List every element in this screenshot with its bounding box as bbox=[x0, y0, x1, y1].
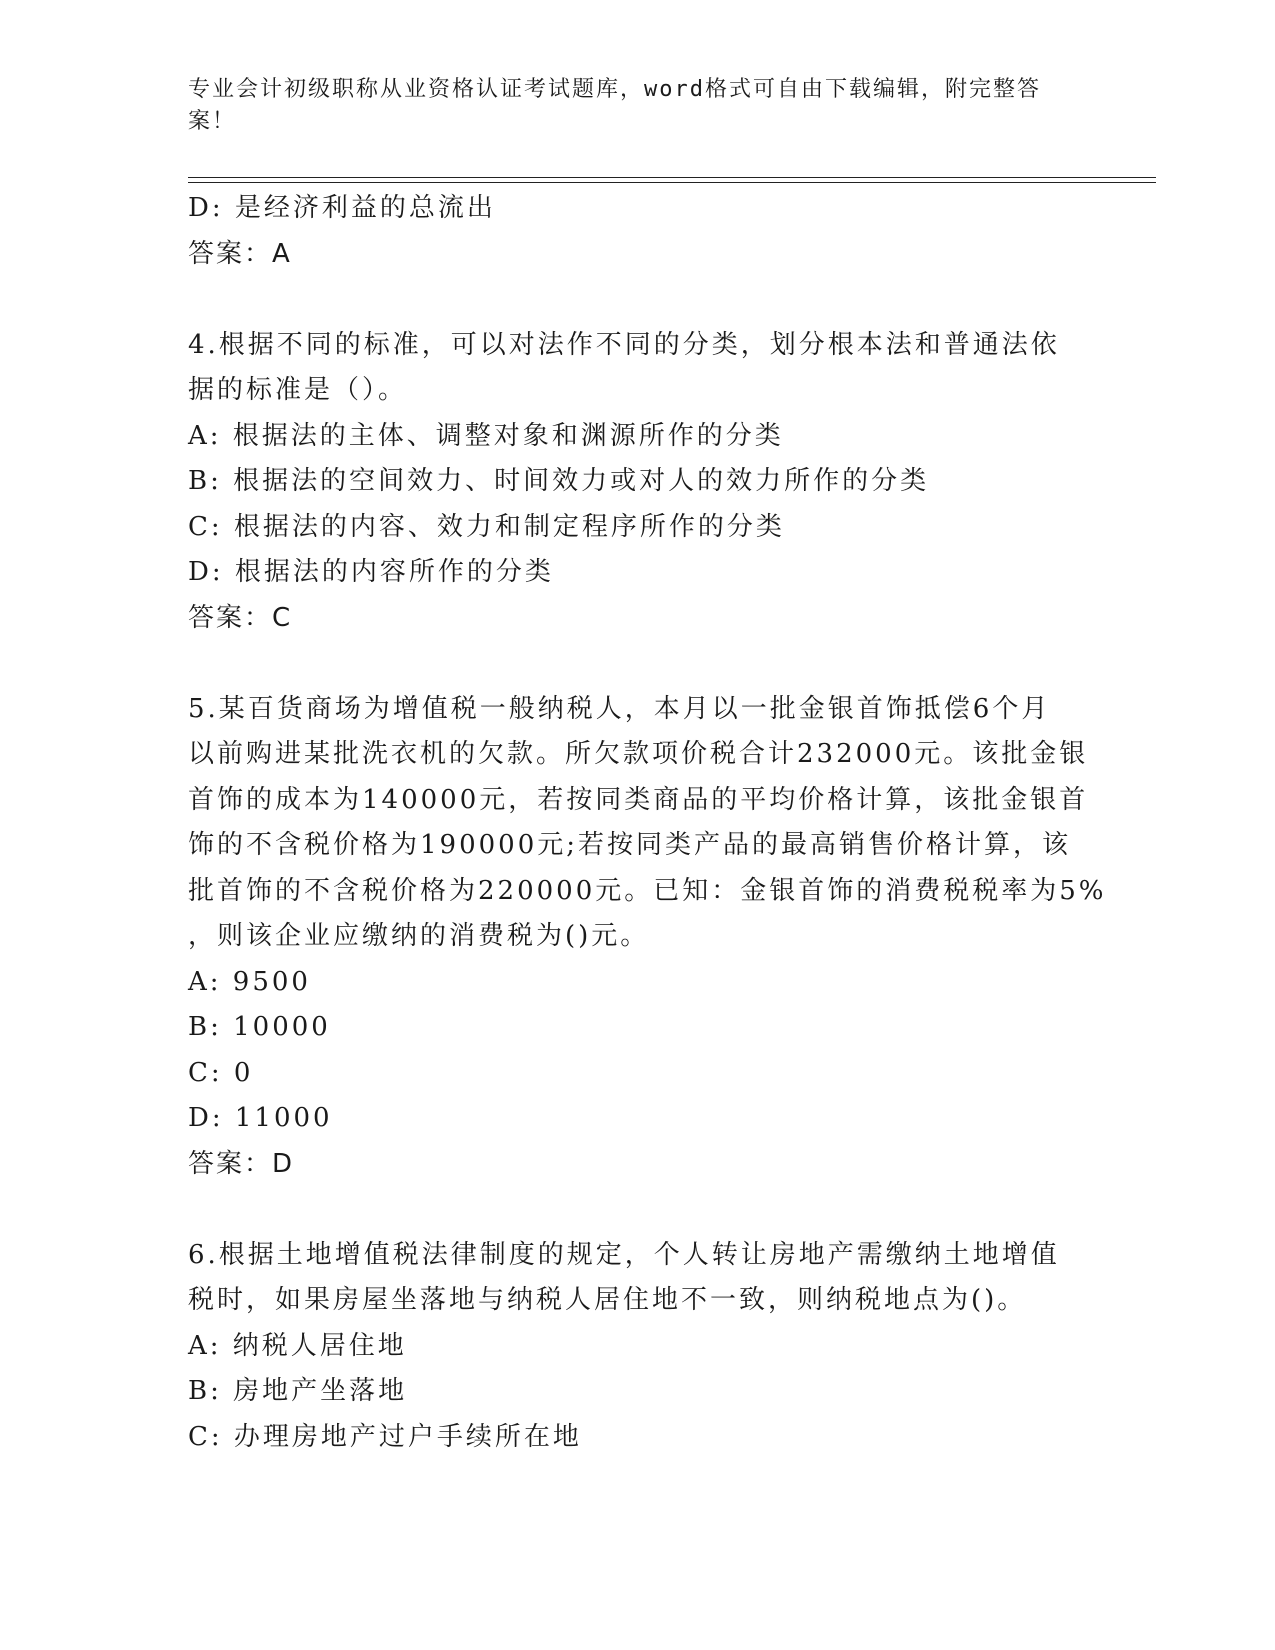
spacer bbox=[188, 277, 1088, 323]
spacer bbox=[188, 641, 1088, 687]
option-c: C: 根据法的内容、效力和制定程序所作的分类 bbox=[188, 511, 785, 542]
question-stem-line: 饰的不含税价格为190000元;若按同类产品的最高销售价格计算，该 bbox=[188, 830, 1072, 860]
option-d: D: 是经济利益的总流出 bbox=[188, 193, 496, 223]
option-b: B: 根据法的空间效力、时间效力或对人的效力所作的分类 bbox=[188, 466, 930, 496]
spacer bbox=[188, 1187, 1088, 1233]
question-stem-line: 批首饰的不含税价格为220000元。已知：金银首饰的消费税税率为5% bbox=[188, 875, 1107, 906]
question-stem-line: 税时，如果房屋坐落地与纳税人居住地不一致，则纳税地点为()。 bbox=[188, 1285, 1027, 1315]
question-content bbox=[188, 186, 1107, 1460]
question-6 bbox=[188, 1233, 1088, 1461]
question-stem-line: 据的标准是（）。 bbox=[188, 375, 408, 405]
option-c: C: 办理房地产过户手续所在地 bbox=[188, 1421, 582, 1452]
question-stem-line: 以前购进某批洗衣机的欠款。所欠款项价税合计232000元。该批金银 bbox=[188, 739, 1089, 769]
option-a: A: 根据法的主体、调整对象和渊源所作的分类 bbox=[188, 420, 784, 451]
option-a: A: 纳税人居住地 bbox=[188, 1330, 407, 1361]
answer-label: 答案：C bbox=[188, 602, 293, 633]
question-stem-line: 首饰的成本为140000元，若按同类商品的平均价格计算，该批金银首 bbox=[188, 784, 1089, 815]
option-c: C: 0 bbox=[188, 1057, 254, 1088]
document-header: 专业会计初级职称从业资格认证考试题库，word格式可自由下载编辑，附完整答案！ bbox=[188, 77, 1041, 134]
question-stem-line: 4.根据不同的标准，可以对法作不同的分类，划分根本法和普通法依 bbox=[188, 329, 1060, 360]
option-b: B: 房地产坐落地 bbox=[188, 1376, 408, 1406]
answer-label: 答案：D bbox=[188, 1148, 295, 1179]
question-stem-line: 5.某百货商场为增值税一般纳税人，本月以一批金银首饰抵偿6个月 bbox=[188, 693, 1051, 724]
option-a: A: 9500 bbox=[188, 966, 311, 997]
option-d: D: 根据法的内容所作的分类 bbox=[188, 557, 554, 587]
answer-label: 答案：A bbox=[188, 238, 292, 269]
option-b: B: 10000 bbox=[188, 1012, 331, 1042]
header-divider-top bbox=[188, 177, 1156, 178]
question-stem-line: ，则该企业应缴纳的消费税为()元。 bbox=[188, 921, 650, 951]
question-stem-line: 6.根据土地增值税法律制度的规定，个人转让房地产需缴纳土地增值 bbox=[188, 1239, 1060, 1270]
question-5 bbox=[188, 687, 1107, 1188]
option-d: D: 11000 bbox=[188, 1103, 333, 1133]
header-divider-bottom bbox=[188, 182, 1156, 183]
question-4 bbox=[188, 323, 1088, 642]
